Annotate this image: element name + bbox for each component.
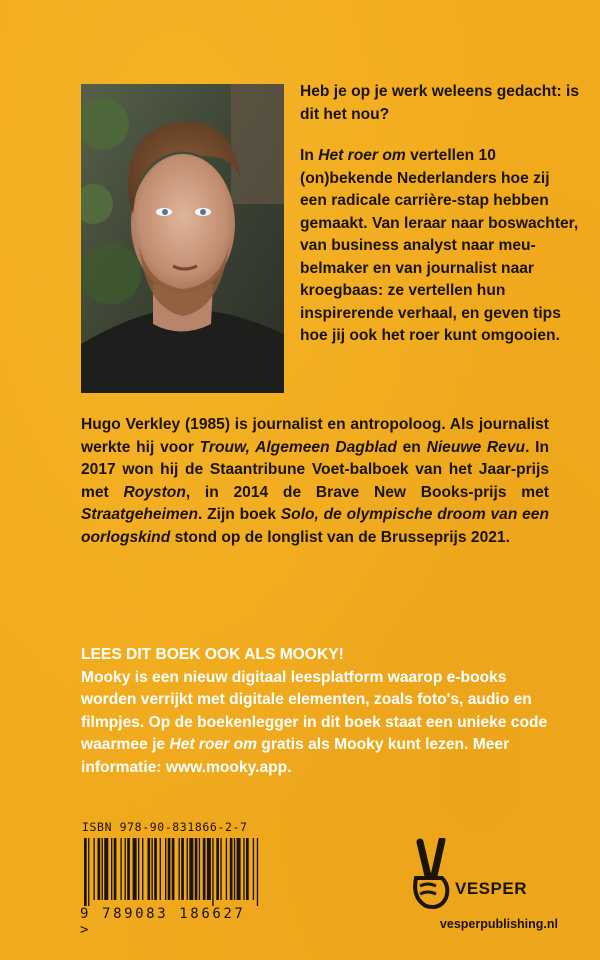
mooky-text: gratis als Mooky kunt lezen. Meer informatie: www.mooky.app.	[81, 736, 510, 776]
bio-paragraph	[81, 414, 549, 550]
barcode-bar	[142, 838, 143, 900]
barcode-bar	[93, 838, 94, 900]
barcode-bar	[120, 838, 121, 900]
mooky-heading: LEES DIT BOEK OOK ALS MOOKY!	[81, 646, 344, 663]
barcode-bar	[234, 838, 235, 900]
barcode-bar	[203, 838, 206, 900]
bio-text: stond op de longlist van de Brusseprijs 2021.	[170, 528, 510, 546]
barcode-bar	[165, 838, 166, 900]
publication-name: Trouw, Algemeen Dagblad	[199, 438, 397, 456]
barcode-bar	[147, 838, 150, 900]
barcode-bar	[246, 838, 249, 900]
book-title: Straatgeheimen	[81, 506, 198, 524]
barcode-bar	[212, 838, 213, 906]
intro-text	[300, 81, 580, 367]
barcode-bar	[243, 838, 244, 900]
barcode-bar	[189, 838, 193, 900]
barcode-bar	[102, 838, 103, 900]
author-photo	[81, 84, 284, 393]
mooky-text: Mooky is een nieuw digitaal leesplatform waarop e-books worden verrijkt met digitale elementen, zoals foto's, audio en filmpjes. Op de boekenlegger in dit boek staat een unieke code waarmee je	[81, 668, 548, 753]
book-title: Het roer om	[169, 736, 257, 753]
barcode-bar	[179, 838, 180, 900]
barcode-bar	[257, 838, 258, 906]
barcode-bar	[111, 838, 112, 900]
barcode-bar	[226, 838, 227, 900]
author-bio	[81, 414, 549, 550]
barcode-bar	[207, 838, 211, 900]
barcode-bar	[181, 838, 184, 900]
barcode-bar	[154, 838, 157, 900]
author-portrait-image	[81, 84, 284, 393]
intro-text-part: In	[300, 147, 319, 164]
barcode-bar	[187, 838, 188, 900]
barcode-bar	[133, 838, 137, 900]
barcode-bar	[114, 838, 117, 900]
book-title: Het roer om	[318, 147, 406, 164]
barcode-bar	[216, 838, 219, 900]
barcode-bar	[84, 838, 87, 906]
publication-name: Nieuwe Revu	[426, 438, 526, 456]
barcode-bars	[80, 838, 262, 906]
victory-hand-icon	[406, 838, 456, 910]
mooky-paragraph	[81, 667, 561, 780]
barcode-bar	[127, 838, 130, 900]
publisher-name: VESPER	[455, 879, 527, 898]
barcode-bar	[237, 838, 241, 900]
book-title: Royston	[123, 483, 186, 501]
barcode-bar	[88, 838, 89, 906]
barcode-bar	[138, 838, 139, 900]
barcode-bar	[172, 838, 175, 900]
barcode-bar	[152, 838, 153, 900]
intro-question: Heb je op je werk weleens gedacht: is dit het nou?	[300, 83, 580, 123]
bio-text: . Zijn boek	[198, 506, 281, 524]
intro-paragraph	[300, 145, 580, 348]
publisher-url: vesperpublishing.nl	[439, 917, 558, 931]
barcode-bar	[195, 838, 198, 900]
publisher-block	[398, 838, 558, 938]
bio-text: Hugo Verkley (1985) is journalist en antropoloog. Als journalist werkte hij voor	[81, 416, 549, 456]
barcode	[80, 820, 262, 938]
mooky-section	[81, 644, 561, 779]
barcode-bar	[199, 838, 200, 900]
bio-text: , in 2014 de Brave New Books-prijs met	[185, 483, 549, 501]
barcode-bar	[125, 838, 126, 900]
barcode-bar	[168, 838, 171, 900]
bio-text: . In 2017 won hij de Staantribune Voet-balboek van het Jaar-prijs met	[81, 438, 550, 501]
isbn-label: ISBN 978-90-831866-2-7	[82, 820, 248, 834]
intro-text-part: vertellen 10 (on)bekende Nederlanders hoe zij een radicale carrière-stap hebben gemaakt. Van leraar naar boswachter, van business analyst naar meu-belmaker en van journalist naar kroegbaas: ze vertellen hun inspirerende verhaal, en geven tips hoe jij ook het roer kunt omgooien.	[300, 147, 579, 344]
book-title: Solo, de olympische droom van een oorlogskind	[81, 506, 549, 546]
barcode-bar	[160, 838, 161, 900]
barcode-bar	[230, 838, 233, 900]
barcode-bar	[220, 838, 221, 900]
isbn-number: 9 789083 186627 >	[80, 906, 246, 938]
barcode-bar	[104, 838, 108, 900]
barcode-bar	[253, 838, 254, 900]
barcode-bar	[98, 838, 101, 900]
bio-text: en	[396, 438, 427, 456]
